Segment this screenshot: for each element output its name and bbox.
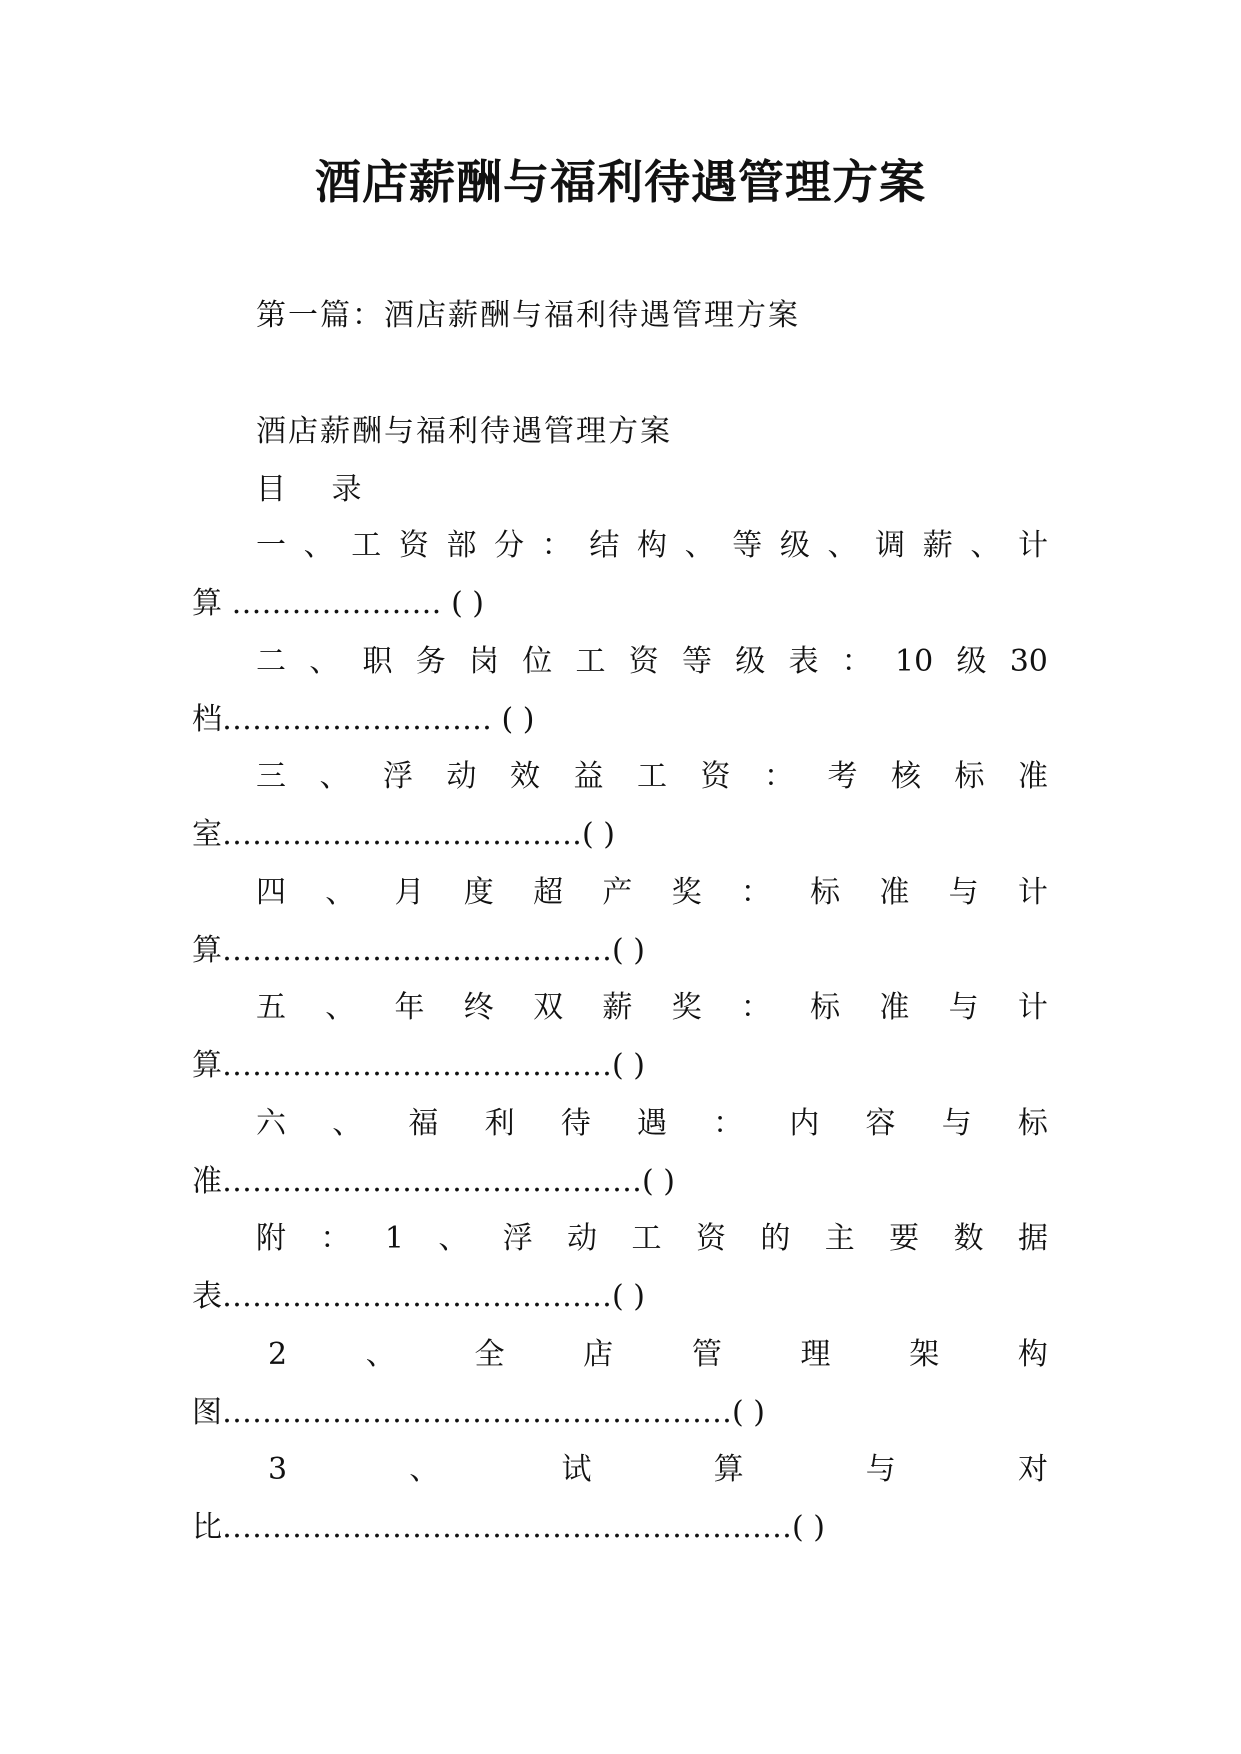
toc-entry-char: 结 [589, 528, 620, 563]
toc-entry-line2: 室………………………………( ) [192, 817, 615, 852]
toc-entry-char: 、 [325, 874, 356, 910]
toc-entry-char: 、 [827, 528, 858, 563]
toc-entry-char: 职 [362, 643, 393, 679]
toc-entry-char: 店 [583, 1336, 614, 1372]
toc-entry-line2: 算…………………………………( ) [192, 1048, 645, 1083]
toc-entry-char: 、 [309, 643, 340, 679]
toc-entry-char: 内 [789, 1105, 820, 1141]
toc-entry-char: 部 [446, 528, 477, 563]
chapter-heading: 第一篇：酒店薪酬与福利待遇管理方案 [256, 298, 800, 333]
toc-entry-char: 工 [351, 528, 382, 563]
toc-entry-char: 务 [415, 643, 446, 679]
toc-entry-char: 超 [533, 874, 564, 910]
toc-entry-char: 标 [810, 990, 841, 1025]
toc-entry-char: 三 [256, 759, 286, 794]
toc-entry-char: 构 [637, 528, 667, 563]
toc-entry-char: 奖 [671, 990, 702, 1025]
toc-entry-char: 浮 [383, 759, 413, 794]
toc-entry-char: 、 [303, 528, 334, 563]
toc-entry-char: 终 [463, 990, 494, 1025]
toc-entry-char: 等 [682, 643, 712, 679]
toc-entry-char: 级 [779, 528, 810, 563]
toc-entry-line1 [268, 1450, 1048, 1490]
toc-entry-char: 管 [691, 1336, 722, 1372]
toc-entry-char: 动 [567, 1221, 598, 1256]
toc-entry-line1 [256, 988, 1048, 1028]
toc-entry-char: ： [841, 643, 872, 679]
toc-entry-char: 据 [1017, 1221, 1048, 1256]
toc-entry-char: 30 [1009, 643, 1048, 679]
toc-entry-char: 待 [560, 1105, 591, 1141]
toc-entry-char: 奖 [671, 874, 702, 910]
toc-entry-char: 利 [484, 1105, 515, 1141]
toc-entry-line1 [256, 642, 1048, 682]
toc-entry-line2: 表…………………………………( ) [192, 1279, 645, 1314]
toc-entry-char: 、 [970, 528, 1001, 563]
toc-entry-char: 浮 [502, 1221, 533, 1256]
toc-entry-char: 标 [954, 759, 985, 794]
toc-entry-char: 2 [268, 1336, 288, 1372]
toc-entry-char: 等 [732, 528, 763, 563]
toc-entry-char: 动 [446, 759, 477, 794]
toc-entry-char: 标 [1017, 1105, 1048, 1141]
toc-entry-char: 全 [474, 1336, 505, 1372]
toc-entry-line2: 档……………………… ( ) [192, 701, 535, 737]
toc-entry-char: 遇 [636, 1105, 667, 1141]
toc-entry-char: 双 [533, 990, 564, 1025]
toc-entry-char: 表 [788, 643, 819, 679]
toc-entry-char: 级 [956, 643, 987, 679]
toc-entry-char: ： [764, 759, 794, 794]
toc-entry-char: 考 [827, 759, 858, 794]
toc-entry-line1 [256, 1219, 1048, 1259]
document-title: 酒店薪酬与福利待遇管理方案 [315, 155, 926, 209]
toc-entry-char: 对 [1017, 1452, 1048, 1487]
toc-entry-char: 构 [1017, 1336, 1048, 1372]
toc-entry-char: 调 [875, 528, 906, 563]
toc-entry-char: 资 [695, 1221, 726, 1256]
toc-entry-char: 、 [684, 528, 715, 563]
toc-entry-char: 位 [522, 643, 553, 679]
toc-entry-line2: 图……………………………………………( ) [192, 1394, 765, 1430]
toc-entry-char: 、 [409, 1452, 440, 1487]
toc-entry-char: 岗 [469, 643, 499, 679]
toc-entry-char: 级 [735, 643, 766, 679]
toc-entry-char: 资 [700, 759, 731, 794]
toc-entry-line2: 算 ………………… ( ) [192, 586, 485, 621]
toc-entry-char: 薪 [602, 990, 633, 1025]
toc-entry-line1 [256, 1104, 1048, 1144]
toc-entry-char: 3 [268, 1452, 288, 1487]
toc-entry-char: 与 [941, 1105, 972, 1141]
toc-entry-char: 的 [760, 1221, 791, 1256]
toc-entry-char: 产 [602, 874, 633, 910]
toc-entry-line2: 准……………………………………( ) [192, 1163, 675, 1199]
toc-entry-char: 资 [398, 528, 429, 563]
toc-entry-line2: 比…………………………………………………( ) [192, 1510, 825, 1545]
toc-entry-char: 准 [1018, 759, 1048, 794]
toc-entry-char: 分 [494, 528, 525, 563]
toc-entry-char: 一 [256, 528, 286, 563]
toc-entry-line1 [256, 526, 1048, 566]
toc-entry-char: 、 [325, 990, 356, 1025]
toc-entry-line2: 算…………………………………( ) [192, 932, 645, 968]
toc-entry-char: 六 [256, 1105, 286, 1141]
toc-entry-char: 、 [332, 1105, 363, 1141]
toc-entry-char: 工 [575, 643, 606, 679]
toc-entry-char: 、 [438, 1221, 469, 1256]
toc-entry-char: 效 [510, 759, 540, 794]
toc-entry-char: 算 [713, 1452, 744, 1487]
toc-entry-char: 附 [256, 1221, 286, 1256]
toc-entry-char: ： [541, 528, 572, 563]
toc-entry-char: 准 [879, 990, 910, 1025]
toc-entry-char: 工 [637, 759, 667, 794]
toc-entry-char: ： [740, 990, 771, 1025]
toc-entry-char: 月 [394, 874, 425, 910]
toc-entry-char: 福 [408, 1105, 439, 1141]
toc-entry-char: 试 [561, 1452, 592, 1487]
toc-entry-char: 薪 [922, 528, 953, 563]
toc-entry-char: 与 [865, 1452, 896, 1487]
toc-entry-char: 计 [1018, 528, 1048, 563]
toc-entry-char: 容 [865, 1105, 896, 1141]
toc-entry-char: 年 [394, 990, 425, 1025]
toc-entry-char: 资 [628, 643, 659, 679]
toc-entry-line1 [268, 1335, 1048, 1375]
toc-entry-char: 10 [895, 643, 934, 679]
toc-entry-char: 主 [824, 1221, 855, 1256]
toc-entry-char: 数 [953, 1221, 984, 1256]
toc-entry-char: 工 [631, 1221, 662, 1256]
toc-entry-char: ： [740, 874, 771, 910]
toc-entry-char: 标 [810, 874, 841, 910]
section-heading: 酒店薪酬与福利待遇管理方案 [256, 414, 672, 449]
toc-entry-line1 [256, 873, 1048, 913]
toc-entry-char: 计 [1017, 874, 1048, 910]
toc-entry-char: 架 [909, 1336, 940, 1372]
toc-entry-char: 五 [256, 990, 286, 1025]
toc-entry-char: 准 [879, 874, 910, 910]
toc-entry-char: 计 [1017, 990, 1048, 1025]
toc-entry-line1 [256, 757, 1048, 797]
toc-entry-char: 要 [889, 1221, 920, 1256]
toc-entry-char: 度 [463, 874, 494, 910]
toc-entry-char: 与 [948, 990, 979, 1025]
toc-entry-char: 1 [384, 1221, 404, 1256]
toc-entry-char: 、 [319, 759, 350, 794]
toc-entry-char: 理 [800, 1336, 831, 1372]
toc-entry-char: 与 [948, 874, 979, 910]
toc-entry-char: ： [713, 1105, 744, 1141]
toc-entry-char: 四 [256, 874, 286, 910]
toc-entry-char: 核 [891, 759, 921, 794]
toc-entry-char: 、 [365, 1336, 396, 1372]
toc-heading: 目 录 [256, 472, 380, 507]
toc-entry-char: 二 [256, 643, 286, 679]
toc-entry-char: 益 [573, 759, 604, 794]
toc-entry-char: ： [320, 1221, 351, 1256]
